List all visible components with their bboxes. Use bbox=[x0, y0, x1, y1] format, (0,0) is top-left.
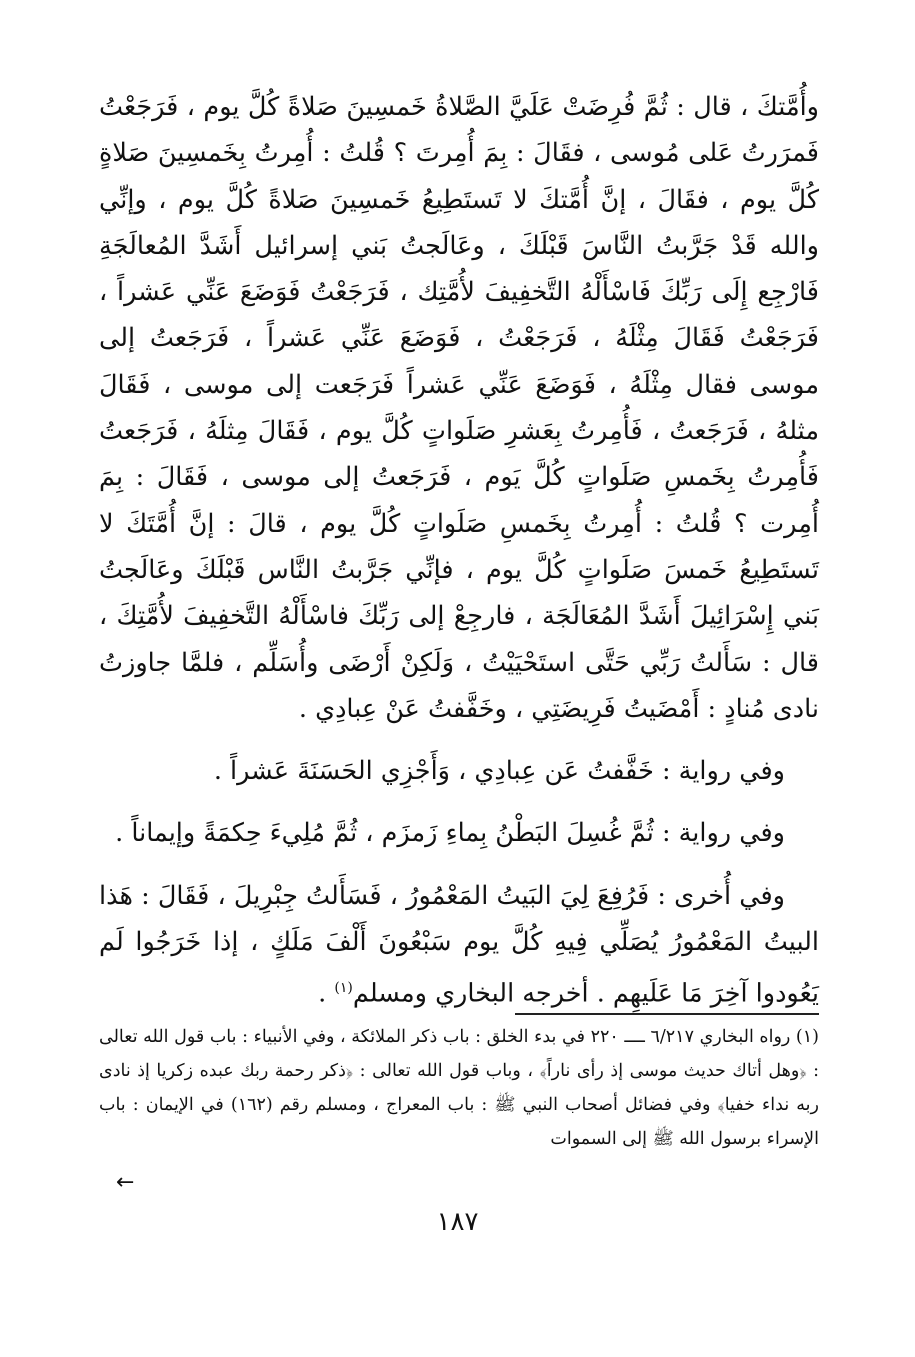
footnote bbox=[99, 1020, 819, 1156]
continuation-arrow-icon: ← bbox=[116, 1170, 135, 1195]
narration-paragraph bbox=[99, 748, 819, 794]
hadith-paragraph: وأُمَّتكَ ، قال : ثُمَّ فُرِضَتْ عَلَيَّ الصَّلاةُ خَمسِينَ صَلاةً كُلَّ يوم ، فَرَجَعْتُ فَمرَرتُ عَلى مُوسى ، فقَالَ : بِمَ أُمِرتَ ؟ قُلتُ : أُمِرتُ بِخَمسِينَ صَلاةٍ كُلَّ يوم ، فقَالَ ، إنَّ أُمَّتكَ لا تَستَطِيعُ خَمسِينَ صَلاةً كُلَّ يوم ، وإنِّي والله قَدْ جَرَّبتُ النَّاسَ قَبْلَكَ ، وعَالَجتُ بَني إسرائيل أَشَدَّ المُعالَجَةِ فَارْجِع إِلَى رَبِّكَ فَاسْأَلْهُ التَّخفِيفَ لأُمَّتِك ، فَرَجَعْتُ فَوَضَعَ عَنِّي عَشراً ، فَرَجَعْتُ فَقَالَ مِثْلَهُ ، فَرَجَعْتُ ، فَوَضَعَ عَنِّي عَشراً ، فَرَجَعتُ إلى موسى فقال مِثْلَهُ ، فَوَضَعَ عَنِّي عَشراً فَرَجَعت إلى موسى ، فَقَالَ مثلهُ ، فَرَجَعتُ ، فَأُمِرتُ بِعَشرِ صَلَواتٍ كُلَّ يوم ، فَقَالَ مِثلَهُ ، فَرَجَعتُ فَأُمِرتُ بِخَمسِ صَلَواتٍ كُلَّ يَوم ، فَرَجَعتُ إلى موسى ، فَقَالَ : بِمَ أُمِرت ؟ قُلتُ : أُمِرتُ بِخَمسِ صَلَواتٍ كُلَّ يوم ، قالَ : إنَّ أُمَّتَكَ لا تَستَطِيعُ خَمسَ صَلَواتٍ كُلَّ يوم ، فإنِّي جَرَّبتُ النَّاس قَبْلَكَ وعَالَجتُ بَني إِسْرَائِيلَ أَشَدَّ المُعَالَجَة ، فارجِعْ إلى رَبِّكَ فاسْأَلْهُ التَّخفِيفَ لأُمَّتِكَ ، قال : سَأَلتُ رَبِّي حَتَّى استَحْيَيْتُ ، وَلَكِنْ أَرْضَى وأُسَلِّم ، فلمَّا جاوزتُ نادى مُنادٍ : أَمْضَيتُ فَرِيضَتِي ، وخَفَّفتُ عَنْ عِبادِي . bbox=[99, 92, 819, 724]
narration-text: وفي رواية : خَفَّفتُ عَن عِبادِي ، وَأَجْزِي الحَسَنَةَ عَشراً . bbox=[213, 756, 785, 787]
body-text bbox=[99, 84, 819, 1017]
page-number: ١٨٧ bbox=[436, 1207, 479, 1237]
narration-text: وفي أُخرى : فَرُفِعَ لِيَ البَيتُ المَعْمُورُ ، فَسَأَلتُ جِبْرِيلَ ، فَقَالَ : هَذا البيتُ المَعْمُورُ يُصَلِّي فِيهِ كُلَّ يوم سَبْعُونَ أَلْفَ مَلَكٍ ، إذا خَرَجُوا لَم يَعُودوا آخِرَ مَا عَلَيهِم . أخرجه البخاري ومسلم bbox=[99, 880, 819, 1009]
footnote-text: (١) رواه البخاري ٦/٢١٧ ــــ ٢٢٠ في بدء الخلق : باب ذكر الملائكة ، وفي الأنبياء : باب قول الله تعالى : ﴿وهل أتاك حديث موسى إذ رأى ناراً﴾ ، وباب قول الله تعالى : ﴿ذكر رحمة ربك عبده زكريا إذ نادى ربه نداء خفيا﴾ وفي فضائل أصحاب النبي ﷺ : باب المعراج ، ومسلم رقم (١٦٢) في الإيمان : باب الإسراء برسول الله ﷺ إلى السموات bbox=[99, 1027, 819, 1149]
narration-paragraph bbox=[99, 810, 819, 856]
narration-text: وفي رواية : ثُمَّ غُسِلَ البَطْنُ بِماءِ زَمزَم ، ثُمَّ مُلِيءَ حِكمَةً وإيماناً . bbox=[115, 818, 785, 849]
narration-paragraph: وفي أُخرى : فَرُفِعَ لِيَ البَيتُ المَعْمُورُ ، فَسَأَلتُ جِبْرِيلَ ، فَقَالَ : هَذا البيتُ المَعْمُورُ يُصَلِّي فِيهِ كُلَّ يوم سَبْعُونَ أَلْفَ مَلَكٍ ، إذا خَرَجُوا لَم يَعُودوا آخِرَ مَا عَلَيهِم . أخرجه البخاري ومسلم$^{(١)}$ . bbox=[99, 880, 819, 1009]
footnote-marker: (١) bbox=[334, 980, 353, 997]
footnote-divider bbox=[515, 1013, 819, 1015]
